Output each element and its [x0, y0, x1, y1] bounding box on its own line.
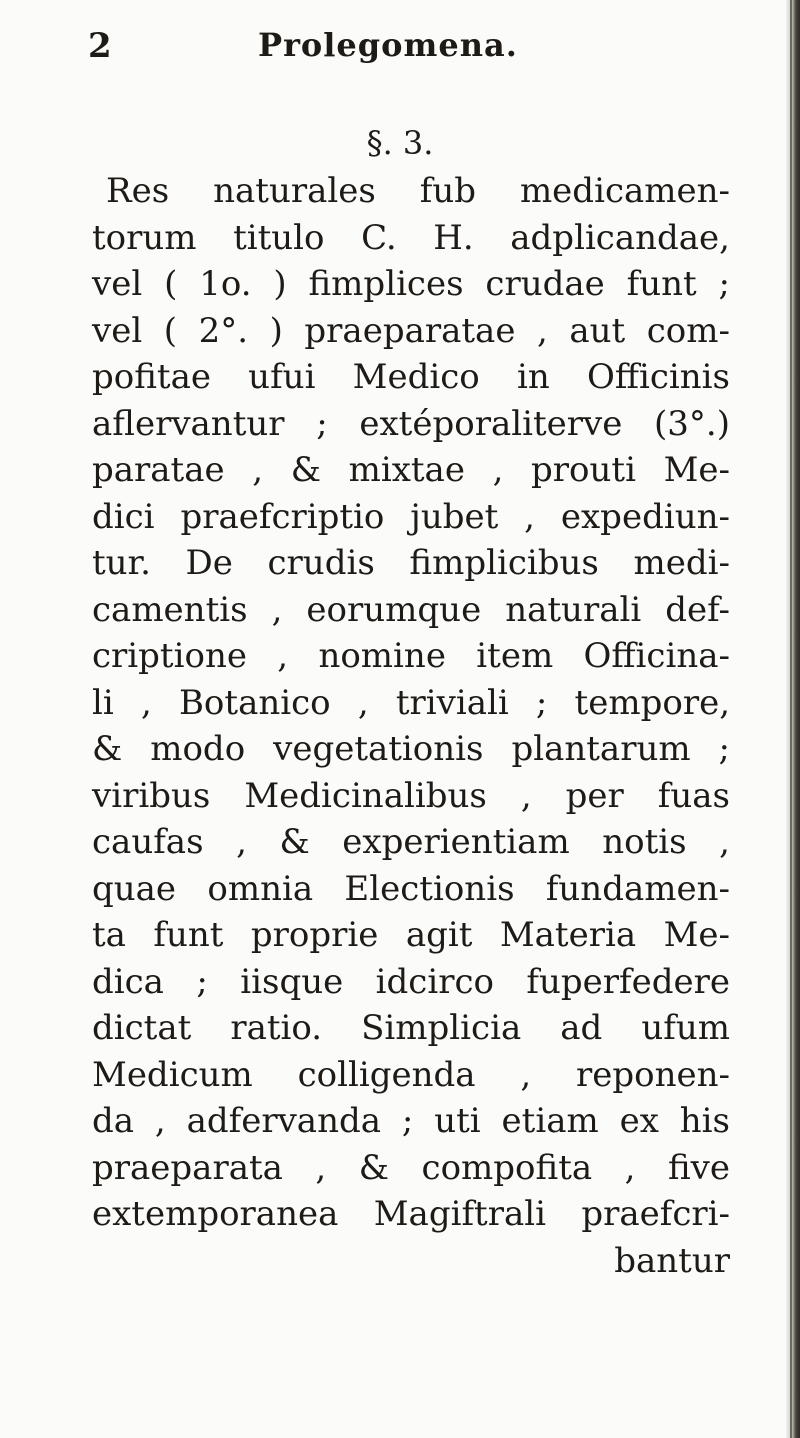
page-edge-shadow: [786, 0, 800, 1438]
text-line: Medicum colligenda , reponen-: [92, 1054, 730, 1095]
text-line: quae omnia Electionis fundamen-: [92, 868, 730, 909]
text-line: dica ; iisque idcirco fuperfedere: [92, 961, 730, 1002]
section-heading: §. 3.: [366, 124, 434, 162]
text-line: Res naturales fub medicamen-: [106, 171, 730, 211]
page-edge-line: [790, 0, 792, 1438]
page-number: 2: [88, 26, 112, 66]
text-line: aflervantur ; extéporaliterve (3°.): [92, 403, 730, 444]
text-line: extemporanea Magiftrali praefcri-: [92, 1194, 730, 1234]
text-line: ta funt proprie agit Materia Me-: [92, 915, 730, 955]
catchword: bantur: [614, 1240, 730, 1281]
running-head: Prolegomena.: [258, 26, 518, 64]
text-line: paratae , & mixtae , prouti Me-: [92, 450, 730, 490]
text-line: li , Botanico , triviali ; tempore,: [92, 682, 730, 723]
text-line: camentis , eorumque naturali def-: [92, 589, 730, 630]
text-line: pofitae ufui Medico in Officinis: [92, 357, 730, 397]
text-line: viribus Medicinalibus , per fuas: [92, 775, 730, 816]
body-paragraph: [92, 168, 730, 1284]
text-line: dici praefcriptio jubet , expediun-: [92, 496, 730, 537]
text-line: vel ( 2°. ) praeparatae , aut com-: [92, 310, 730, 351]
text-line: vel ( 1o. ) fimplices crudae funt ;: [92, 264, 730, 304]
text-line: praeparata , & compofita , five: [92, 1147, 730, 1188]
text-line: torum titulo C. H. adplicandae,: [92, 217, 730, 258]
text-line: criptione , nomine item Officina-: [92, 636, 730, 676]
text-line: da , adfervanda ; uti etiam ex his: [92, 1101, 730, 1141]
text-line: caufas , & experientiam notis ,: [92, 822, 730, 862]
text-line: tur. De crudis fimplicibus medi-: [92, 543, 730, 583]
text-line: & modo vegetationis plantarum ;: [92, 729, 730, 769]
page-header: [88, 26, 688, 76]
text-line: dictat ratio. Simplicia ad ufum: [92, 1008, 730, 1048]
